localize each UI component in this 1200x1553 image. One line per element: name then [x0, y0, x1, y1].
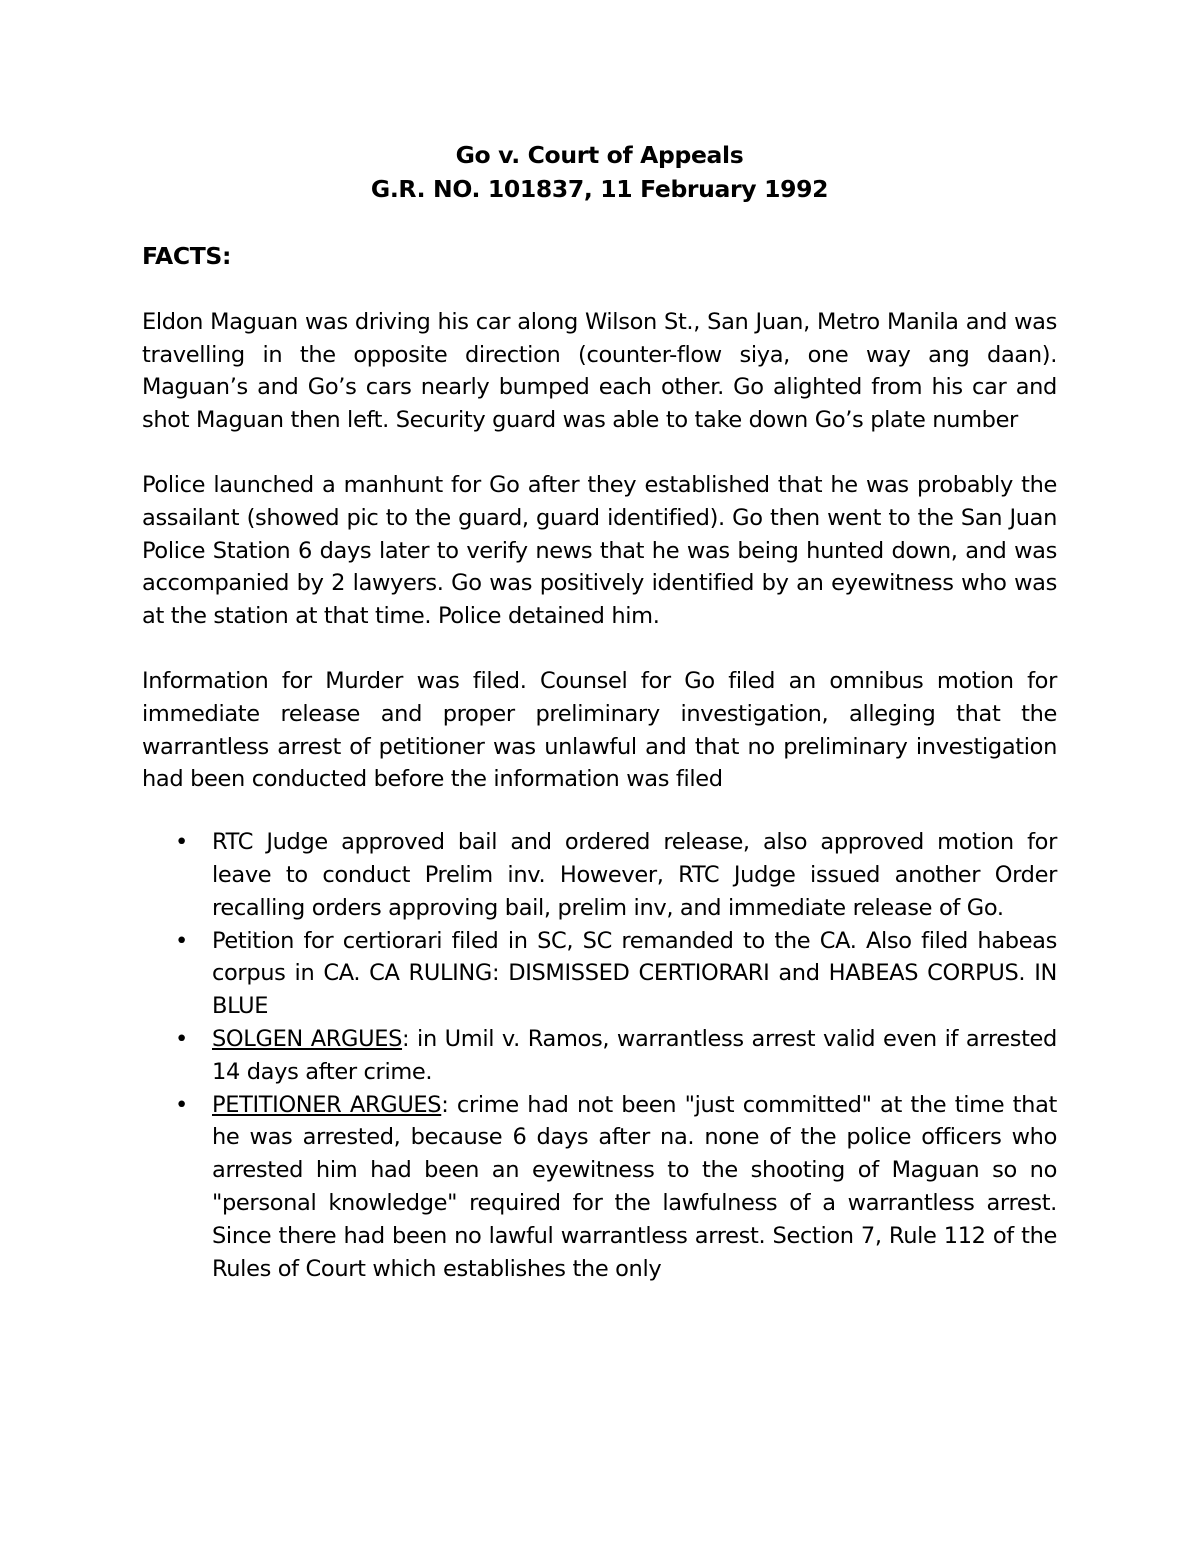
bullet-text: RTC Judge approved bail and ordered release, also approved motion for leave to conduct Prelim inv. However, RTC Judge issued another Order recalling orders approving bail, prelim inv, and immediate release of Go.	[212, 829, 1057, 921]
case-title: Go v. Court of Appeals	[455, 141, 744, 169]
bullet-text: : in Umil v. Ramos, warrantless arrest valid even if arrested 14 days after crime.	[212, 1025, 1057, 1085]
case-citation: G.R. NO. 101837, 11 February 1992	[370, 175, 829, 203]
facts-paragraph-1: Eldon Maguan was driving his car along Wilson St., San Juan, Metro Manila and was travelling in the opposite direction (counter-flow siya, one way ang daan). Maguan’s and Go’s cars nearly bumped each other. Go alighted from his car and shot Maguan then left. Security guard was able to take down Go’s plate number	[142, 308, 1057, 434]
list-item	[175, 925, 1057, 1023]
list-item	[175, 1089, 1057, 1286]
title-block	[142, 138, 1057, 206]
bullet-icon: •	[175, 927, 188, 954]
facts-paragraph-3: Information for Murder was filed. Counsel for Go filed an omnibus motion for immediate release and proper preliminary investigation, alleging that the warrantless arrest of petitioner was unlawful and that no preliminary investigation had been conducted before the information was filed	[142, 667, 1057, 793]
bullet-label: PETITIONER ARGUES	[212, 1091, 442, 1118]
bullet-icon: •	[175, 829, 188, 856]
bullet-text: : crime had not been "just committed" at the time that he was arrested, because 6 days after na. none of the police officers who arrested him had been an eyewitness to the shooting of Maguan so no "personal knowledge" required for the lawfulness of a warrantless arrest. Since there had been no lawful warrantless arrest. Section 7, Rule 112 of the Rules of Court which establishes the only	[212, 1091, 1057, 1282]
list-item	[175, 1023, 1057, 1089]
bullet-label: SOLGEN ARGUES	[212, 1025, 403, 1052]
list-item	[175, 826, 1057, 924]
facts-bullet-list	[142, 826, 1057, 1285]
document-page	[142, 138, 1057, 1285]
facts-paragraph-2: Police launched a manhunt for Go after they established that he was probably the assailant (showed pic to the guard, guard identified). Go then went to the San Juan Police Station 6 days later to verify news that he was being hunted down, and was accompanied by 2 lawyers. Go was positively identified by an eyewitness who was at the station at that time. Police detained him.	[142, 471, 1057, 630]
bullet-text: Petition for certiorari filed in SC, SC remanded to the CA. Also filed habeas corpus in CA. CA RULING: DISMISSED CERTIORARI and HABEAS CORPUS. IN BLUE	[212, 927, 1057, 1020]
bullet-icon: •	[175, 1025, 188, 1052]
bullet-icon: •	[175, 1091, 188, 1118]
facts-heading: FACTS:	[142, 242, 232, 270]
